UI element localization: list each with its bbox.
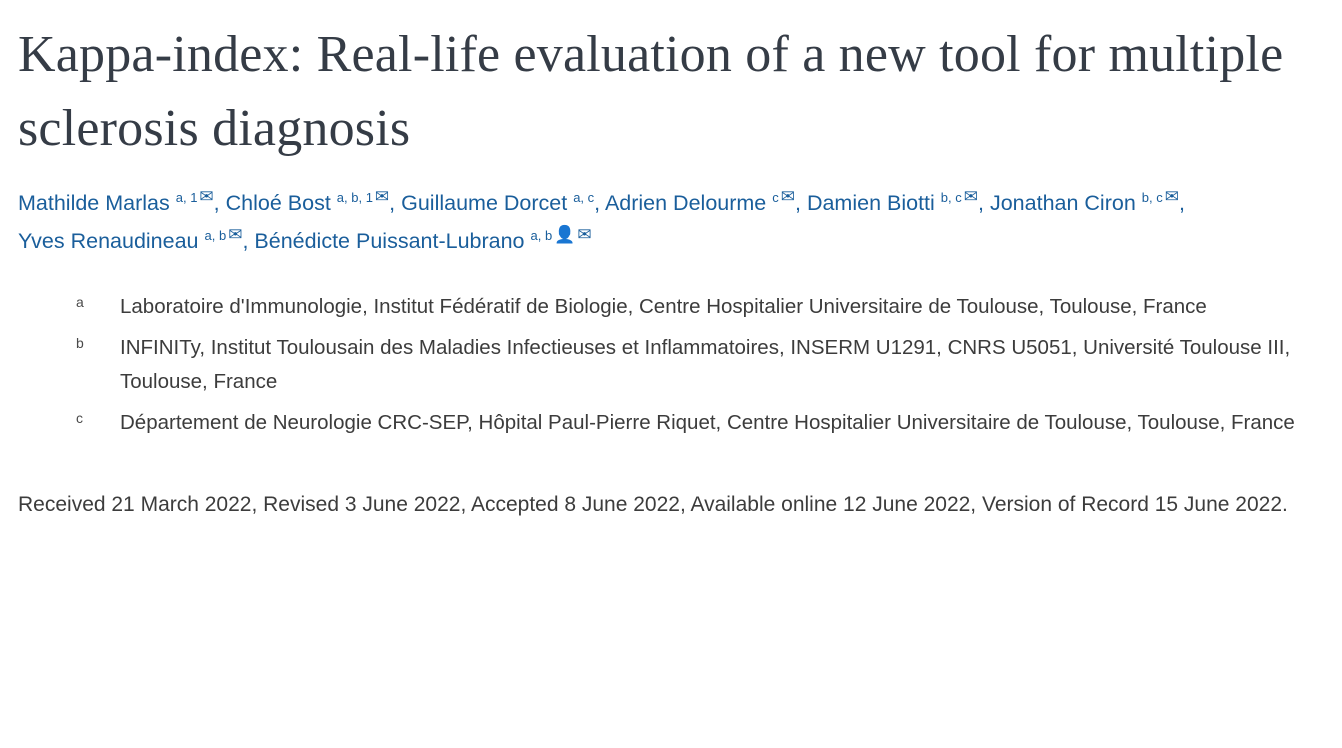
- author-entry[interactable]: [18, 186, 214, 215]
- affiliation-marker: a: [76, 294, 84, 311]
- author-entry[interactable]: [254, 224, 592, 253]
- person-icon[interactable]: 👤: [554, 224, 576, 244]
- envelope-icon[interactable]: ✉: [780, 186, 795, 206]
- author-affiliation-marker[interactable]: c: [772, 189, 779, 205]
- affiliation-item: [18, 290, 1318, 324]
- author-name[interactable]: Mathilde Marlas: [18, 190, 170, 215]
- author-entry[interactable]: [225, 186, 390, 215]
- author-name[interactable]: Chloé Bost: [225, 190, 331, 215]
- author-separator: ,: [594, 190, 605, 215]
- affiliation-text: Département de Neurologie CRC-SEP, Hôpital Paul-Pierre Riquet, Centre Hospitalier Universitaire de Toulouse, Toulouse, France: [120, 410, 1295, 434]
- author-entry[interactable]: [401, 191, 594, 215]
- author-name[interactable]: Bénédicte Puissant-Lubrano: [254, 228, 525, 253]
- author-affiliation-marker[interactable]: b, c: [1141, 189, 1163, 205]
- affiliation-marker: b: [76, 334, 84, 351]
- publication-history: Received 21 March 2022, Revised 3 June 2022, Accepted 8 June 2022, Available online 12 June 2022, Version of Record 15 June 2022.: [18, 492, 1288, 516]
- affiliation-text: INFINITy, Institut Toulousain des Maladies Infectieuses et Inflammatoires, INSERM U1291, CNRS U5051, Université Toulouse III, Toulouse, France: [120, 335, 1291, 394]
- author-separator: ,: [213, 190, 226, 215]
- author-separator: ,: [978, 190, 990, 215]
- author-affiliation-marker[interactable]: a, c: [573, 189, 595, 205]
- author-name[interactable]: Adrien Delourme: [604, 190, 767, 215]
- page-title: Kappa-index: Real-life evaluation of a new tool for multiple sclerosis diagnosis: [18, 26, 1284, 157]
- author-affiliation-marker[interactable]: a, b: [530, 227, 553, 243]
- envelope-icon[interactable]: ✉: [199, 186, 214, 206]
- author-affiliation-marker[interactable]: b, c: [940, 189, 962, 205]
- author-affiliation-marker[interactable]: a, 1: [175, 189, 198, 205]
- author-separator: ,: [389, 190, 402, 215]
- author-name[interactable]: Damien Biotti: [806, 190, 935, 215]
- affiliation-text: Laboratoire d'Immunologie, Institut Fédératif de Biologie, Centre Hospitalier Universitaire de Toulouse, Toulouse, France: [120, 295, 1207, 319]
- affiliation-item: [18, 406, 1318, 440]
- affiliation-marker: c: [76, 409, 83, 426]
- author-separator: ,: [1179, 190, 1185, 215]
- author-name[interactable]: Guillaume Dorcet: [401, 190, 568, 215]
- envelope-icon[interactable]: ✉: [374, 186, 390, 206]
- author-separator: ,: [795, 190, 807, 215]
- envelope-icon[interactable]: ✉: [228, 224, 243, 244]
- affiliation-item: [18, 331, 1318, 400]
- author-name[interactable]: Jonathan Ciron: [989, 190, 1136, 215]
- envelope-icon[interactable]: ✉: [963, 186, 979, 206]
- author-entry[interactable]: [806, 186, 979, 215]
- envelope-icon[interactable]: ✉: [577, 224, 592, 244]
- author-affiliation-marker[interactable]: a, b: [204, 227, 227, 243]
- envelope-icon[interactable]: ✉: [1164, 186, 1179, 206]
- author-entry[interactable]: [989, 186, 1179, 215]
- author-entry[interactable]: [18, 224, 243, 253]
- author-entry[interactable]: [604, 186, 795, 215]
- author-affiliation-marker[interactable]: a, b, 1: [336, 189, 373, 205]
- affiliation-list: [18, 290, 1320, 440]
- author-list: [18, 184, 1308, 261]
- author-separator: ,: [242, 228, 255, 253]
- author-name[interactable]: Yves Renaudineau: [18, 228, 199, 253]
